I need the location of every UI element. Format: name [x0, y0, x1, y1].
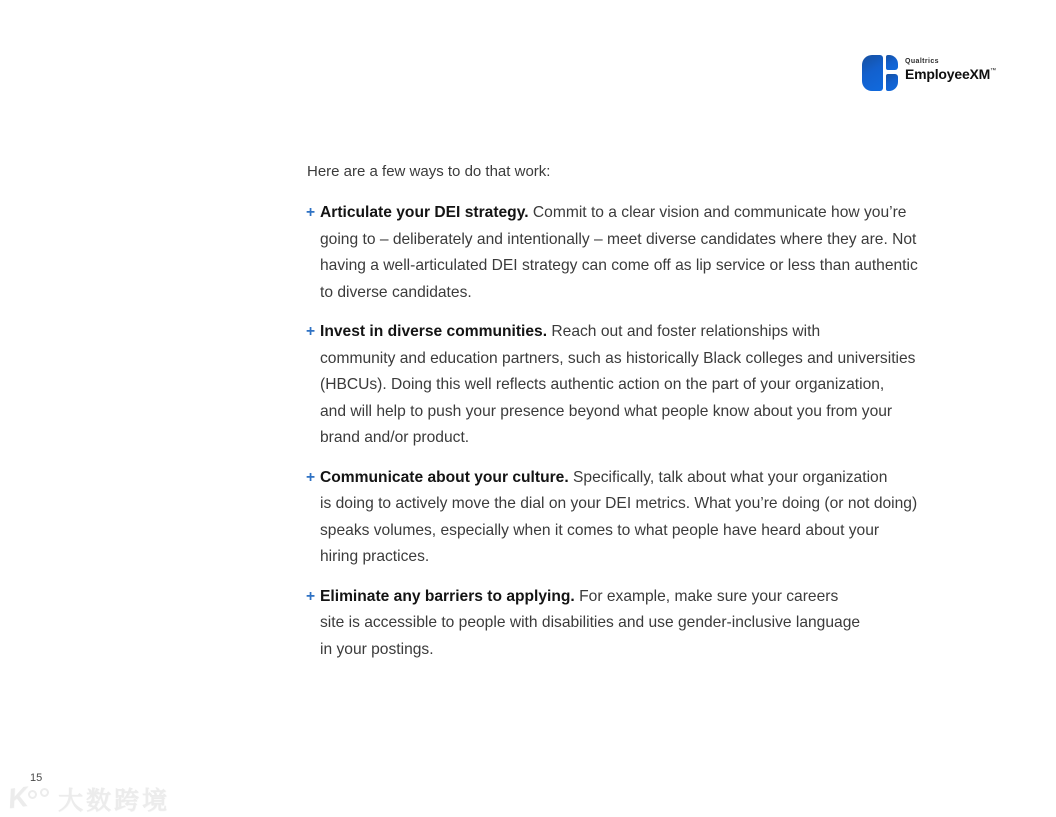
- plus-bullet-icon: +: [306, 468, 316, 486]
- bullet-text: For example, make sure your careers site is accessible to people with disabilities and use gender-inclusive language in your postings.: [320, 587, 861, 658]
- list-item: [307, 584, 1007, 664]
- bullet-list: [307, 200, 1007, 663]
- list-item: [307, 465, 1007, 571]
- brand-text: [905, 55, 996, 82]
- bullet-title: Communicate about your culture.: [320, 468, 569, 486]
- watermark-logo-icon: K: [6, 784, 54, 814]
- page-number: 15: [30, 772, 43, 784]
- bullet-title: Invest in diverse communities.: [320, 323, 548, 340]
- plus-bullet-icon: +: [306, 323, 316, 340]
- watermark: [6, 781, 170, 817]
- trademark-symbol: ™: [990, 68, 996, 74]
- brand-product-name: EmployeeXM™: [905, 66, 996, 82]
- page-content: [307, 161, 1007, 663]
- bullet-text: Specifically, talk about what your organization is doing to actively move the dial on your DEI metrics. What you’re doing (or not doing) speaks volumes, especially when it comes to what people have heard about your hiring practices.: [320, 468, 918, 565]
- plus-bullet-icon: +: [306, 204, 316, 221]
- brand-company-name: Qualtrics: [905, 58, 939, 65]
- intro-text: Here are a few ways to do that work:: [307, 163, 551, 180]
- plus-bullet-icon: +: [306, 587, 316, 605]
- list-item: [307, 319, 1007, 452]
- list-item: [307, 200, 1007, 306]
- bullet-text: Commit to a clear vision and communicate how you’re going to – deliberately and intentionally – meet diverse candidates where they are. Not having a well-articulated DEI strategy can come off as lip service or less than authentic to diverse candidates.: [320, 204, 918, 301]
- bullet-title: Eliminate any barriers to applying.: [320, 587, 575, 605]
- watermark-text: 大数跨境: [58, 787, 171, 815]
- bullet-title: Articulate your DEI strategy.: [320, 204, 529, 221]
- bullet-text: Reach out and foster relationships with community and education partners, such as historically Black colleges and universities (HBCUs). Doing this well reflects authentic action on the part of your organization, and will help to push your presence beyond what people know about you from your brand and/or product.: [320, 323, 916, 446]
- qualtrics-xm-logo-icon: [862, 55, 898, 91]
- qualtrics-employeexm-logo: [862, 55, 996, 91]
